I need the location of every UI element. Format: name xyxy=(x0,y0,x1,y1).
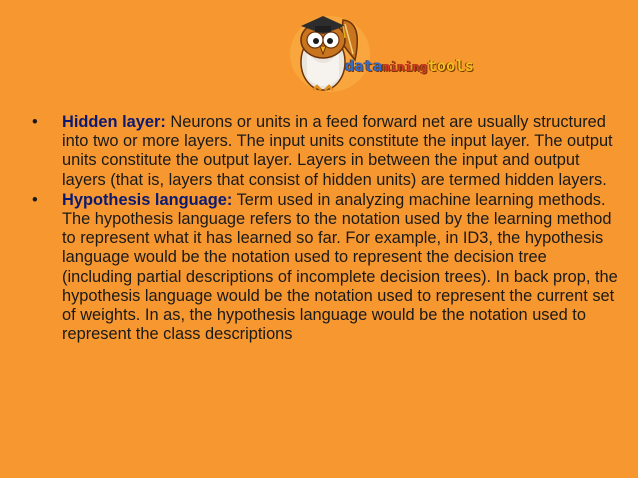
bullet-hypothesis-language xyxy=(30,191,620,345)
bullet-marker: • xyxy=(32,113,38,131)
logo-word-data: data xyxy=(345,57,383,75)
definition-hypothesis-language: Term used in analyzing machine learning methods. The hypothesis language refers to the notation used by the learning method to represent what it has learned so far. For example, in ID3, the hypothesis language would be the notation used to represent the decision tree (including partial descriptions of incomplete decision trees). In back prop, the hypothesis language would be the notation used to represent the current set of weights. In as, the hypothesis language would be the notation used to represent the class descriptions xyxy=(62,190,618,344)
datamining-tools-logo xyxy=(285,2,525,98)
logo-word-mining: mining xyxy=(382,60,428,74)
term-hypothesis-language: Hypothesis language: xyxy=(62,190,233,209)
bullet-marker: • xyxy=(32,190,38,209)
owl-mascot-icon xyxy=(285,2,375,98)
bullet-list xyxy=(30,113,620,345)
term-hidden-layer: Hidden layer: xyxy=(62,113,166,131)
bullet-hidden-layer xyxy=(30,113,620,190)
definition-hidden-layer: Neurons or units in a feed forward net are usually structured into two or more layers. The input units constitute the input layer. The output units constitute the output layer. Layers in between the input and output layers (that is, layers that consist of hidden units) are termed hidden layers. xyxy=(62,113,613,189)
logo-word-tools: tools xyxy=(427,57,475,75)
logo-wordmark xyxy=(345,57,474,75)
